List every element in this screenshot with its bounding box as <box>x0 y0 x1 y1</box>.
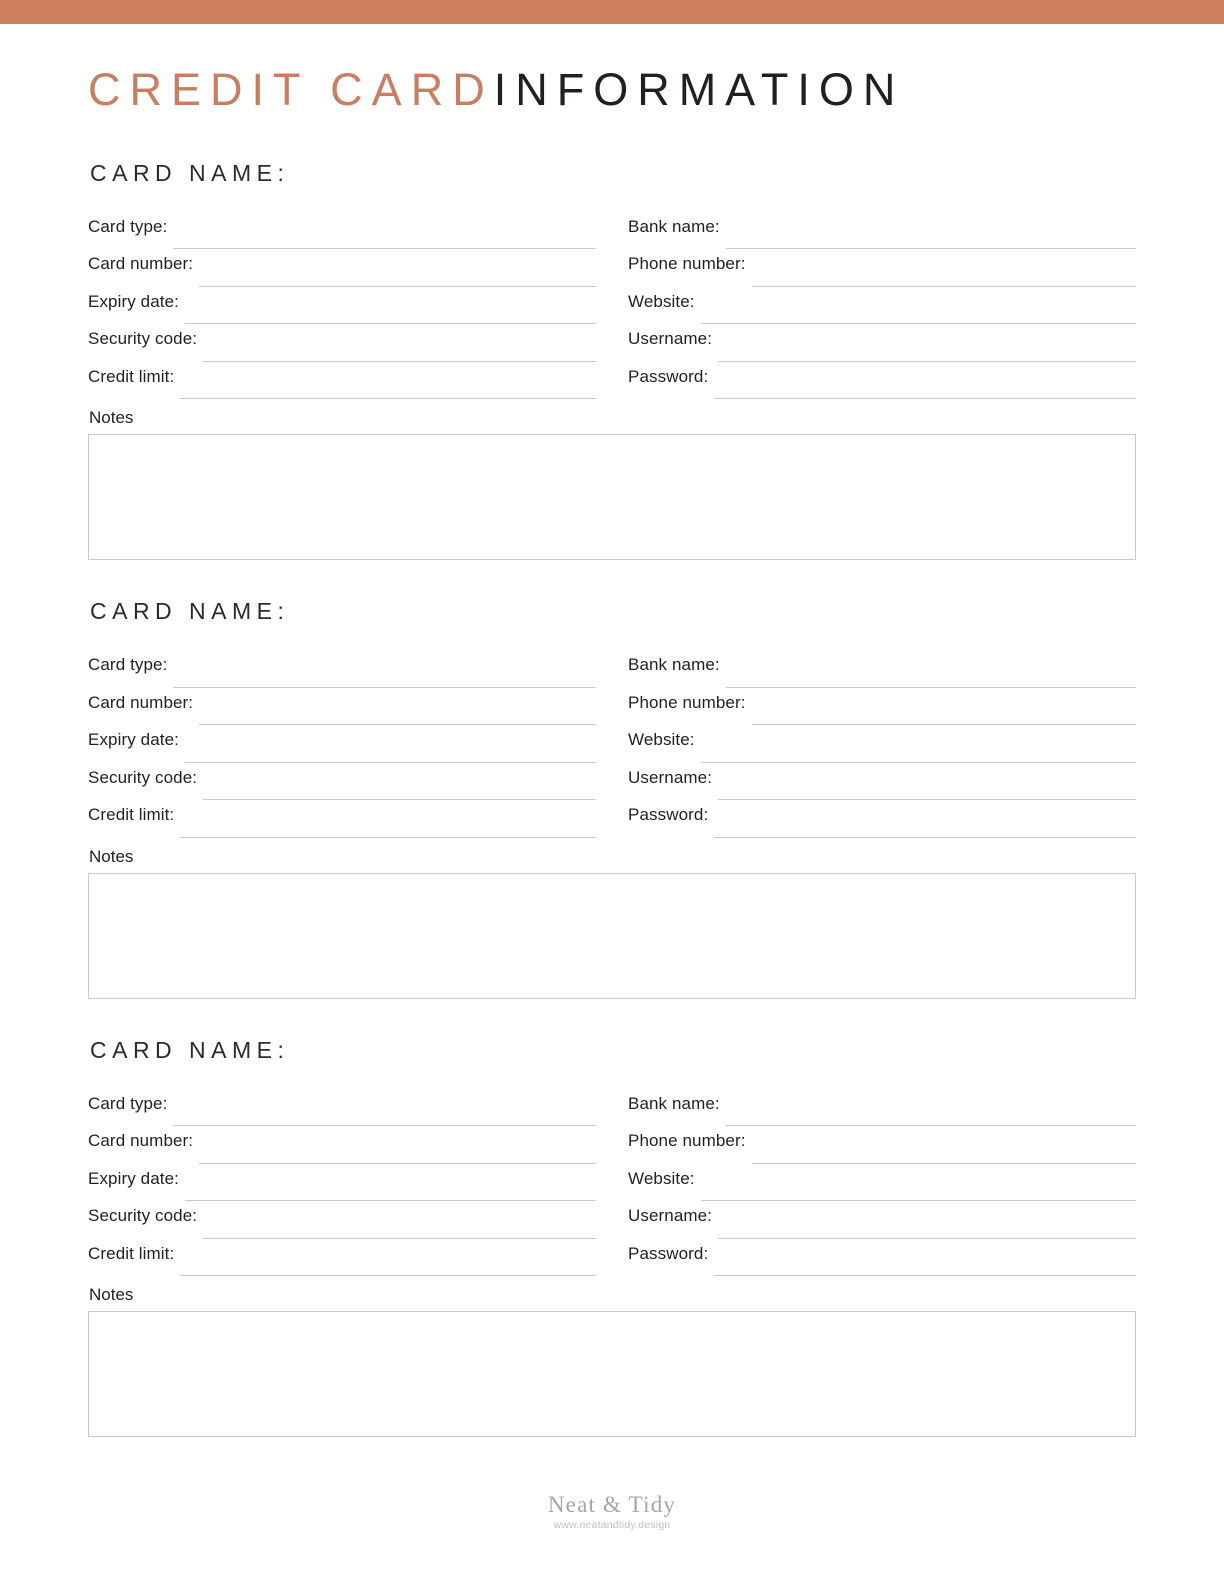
field-input-credit-limit[interactable] <box>180 837 596 838</box>
card-section-1 <box>88 160 1136 561</box>
field-expiry-date[interactable] <box>88 292 596 330</box>
field-input-bank-name[interactable] <box>726 248 1136 249</box>
fields-column-left <box>88 655 596 843</box>
notes-label: Notes <box>89 408 134 428</box>
field-input-security-code[interactable] <box>203 361 596 362</box>
field-username[interactable] <box>628 1206 1136 1244</box>
field-input-expiry-date[interactable] <box>185 1200 596 1201</box>
field-credit-limit[interactable] <box>88 1244 596 1282</box>
fields-grid <box>88 217 1136 405</box>
field-label-card-type: Card type: <box>88 216 168 236</box>
field-password[interactable] <box>628 1244 1136 1282</box>
field-label-website: Website: <box>628 730 695 750</box>
field-bank-name[interactable] <box>628 217 1136 255</box>
field-label-bank-name: Bank name: <box>628 216 720 236</box>
field-label-phone-number: Phone number: <box>628 692 746 712</box>
fields-grid <box>88 1094 1136 1282</box>
field-card-number[interactable] <box>88 1131 596 1169</box>
field-input-username[interactable] <box>718 1238 1136 1239</box>
field-label-password: Password: <box>628 1243 709 1263</box>
field-label-expiry-date: Expiry date: <box>88 291 179 311</box>
fields-column-right <box>628 655 1136 843</box>
field-website[interactable] <box>628 730 1136 768</box>
field-input-website[interactable] <box>701 1200 1136 1201</box>
field-input-credit-limit[interactable] <box>180 1275 596 1276</box>
field-credit-limit[interactable] <box>88 367 596 405</box>
fields-column-left <box>88 1094 596 1282</box>
field-input-card-number[interactable] <box>199 724 596 725</box>
field-input-phone-number[interactable] <box>752 1163 1136 1164</box>
field-input-phone-number[interactable] <box>752 286 1136 287</box>
accent-top-bar <box>0 0 1224 24</box>
field-security-code[interactable] <box>88 329 596 367</box>
field-card-type[interactable] <box>88 655 596 693</box>
field-bank-name[interactable] <box>628 1094 1136 1132</box>
field-card-type[interactable] <box>88 1094 596 1132</box>
field-expiry-date[interactable] <box>88 1169 596 1207</box>
field-label-phone-number: Phone number: <box>628 254 746 274</box>
field-input-username[interactable] <box>718 361 1136 362</box>
notes-textarea[interactable] <box>88 434 1136 560</box>
field-input-expiry-date[interactable] <box>185 323 596 324</box>
field-label-security-code: Security code: <box>88 329 198 349</box>
field-input-username[interactable] <box>718 799 1136 800</box>
field-credit-limit[interactable] <box>88 805 596 843</box>
field-input-card-type[interactable] <box>173 248 596 249</box>
field-input-card-type[interactable] <box>173 687 596 688</box>
field-input-website[interactable] <box>701 323 1136 324</box>
field-card-type[interactable] <box>88 217 596 255</box>
field-label-website: Website: <box>628 291 695 311</box>
field-security-code[interactable] <box>88 768 596 806</box>
field-input-security-code[interactable] <box>203 1238 596 1239</box>
field-input-password[interactable] <box>714 837 1136 838</box>
field-label-security-code: Security code: <box>88 1206 198 1226</box>
field-card-number[interactable] <box>88 693 596 731</box>
field-label-card-number: Card number: <box>88 254 194 274</box>
card-section-2 <box>88 598 1136 999</box>
field-label-username: Username: <box>628 329 713 349</box>
field-label-card-number: Card number: <box>88 1131 194 1151</box>
field-input-phone-number[interactable] <box>752 724 1136 725</box>
field-security-code[interactable] <box>88 1206 596 1244</box>
field-label-phone-number: Phone number: <box>628 1131 746 1151</box>
field-input-credit-limit[interactable] <box>180 398 596 399</box>
field-label-username: Username: <box>628 767 713 787</box>
field-input-card-number[interactable] <box>199 286 596 287</box>
fields-grid <box>88 655 1136 843</box>
field-input-card-type[interactable] <box>173 1125 596 1126</box>
field-label-credit-limit: Credit limit: <box>88 805 175 825</box>
field-input-website[interactable] <box>701 762 1136 763</box>
field-phone-number[interactable] <box>628 1131 1136 1169</box>
page-title-plain: INFORMATION <box>493 64 905 115</box>
fields-column-left <box>88 217 596 405</box>
field-input-bank-name[interactable] <box>726 1125 1136 1126</box>
fields-column-right <box>628 217 1136 405</box>
field-website[interactable] <box>628 1169 1136 1207</box>
field-label-bank-name: Bank name: <box>628 1093 720 1113</box>
field-label-password: Password: <box>628 805 709 825</box>
field-label-expiry-date: Expiry date: <box>88 1168 179 1188</box>
field-label-card-type: Card type: <box>88 1093 168 1113</box>
notes-label: Notes <box>89 846 134 866</box>
field-username[interactable] <box>628 329 1136 367</box>
notes-textarea[interactable] <box>88 1311 1136 1437</box>
field-input-card-number[interactable] <box>199 1163 596 1164</box>
field-label-security-code: Security code: <box>88 767 198 787</box>
page-title <box>88 64 1136 116</box>
field-password[interactable] <box>628 367 1136 405</box>
field-card-number[interactable] <box>88 254 596 292</box>
footer-website-url: www.neatandtidy.design <box>553 1519 671 1532</box>
field-label-card-number: Card number: <box>88 692 194 712</box>
field-label-credit-limit: Credit limit: <box>88 1243 175 1263</box>
page-content <box>0 64 1224 1437</box>
notes-label: Notes <box>89 1285 134 1305</box>
field-input-password[interactable] <box>714 398 1136 399</box>
field-expiry-date[interactable] <box>88 730 596 768</box>
card-section-3 <box>88 1037 1136 1438</box>
field-label-password: Password: <box>628 366 709 386</box>
field-label-bank-name: Bank name: <box>628 655 720 675</box>
card-name-heading: CARD NAME: <box>90 1036 290 1063</box>
field-label-website: Website: <box>628 1168 695 1188</box>
field-phone-number[interactable] <box>628 693 1136 731</box>
field-password[interactable] <box>628 805 1136 843</box>
card-name-heading: CARD NAME: <box>90 598 290 625</box>
notes-textarea[interactable] <box>88 873 1136 999</box>
field-input-expiry-date[interactable] <box>185 762 596 763</box>
field-input-password[interactable] <box>714 1275 1136 1276</box>
field-label-card-type: Card type: <box>88 655 168 675</box>
field-bank-name[interactable] <box>628 655 1136 693</box>
field-label-expiry-date: Expiry date: <box>88 730 179 750</box>
page-title-accent: CREDIT CARD <box>88 64 494 115</box>
field-phone-number[interactable] <box>628 254 1136 292</box>
field-username[interactable] <box>628 768 1136 806</box>
field-input-bank-name[interactable] <box>726 687 1136 688</box>
field-label-username: Username: <box>628 1206 713 1226</box>
footer-brand-name: Neat & Tidy <box>547 1492 677 1517</box>
card-name-heading: CARD NAME: <box>90 159 290 186</box>
field-label-credit-limit: Credit limit: <box>88 366 175 386</box>
page-footer <box>0 1492 1224 1531</box>
fields-column-right <box>628 1094 1136 1282</box>
field-website[interactable] <box>628 292 1136 330</box>
field-input-security-code[interactable] <box>203 799 596 800</box>
